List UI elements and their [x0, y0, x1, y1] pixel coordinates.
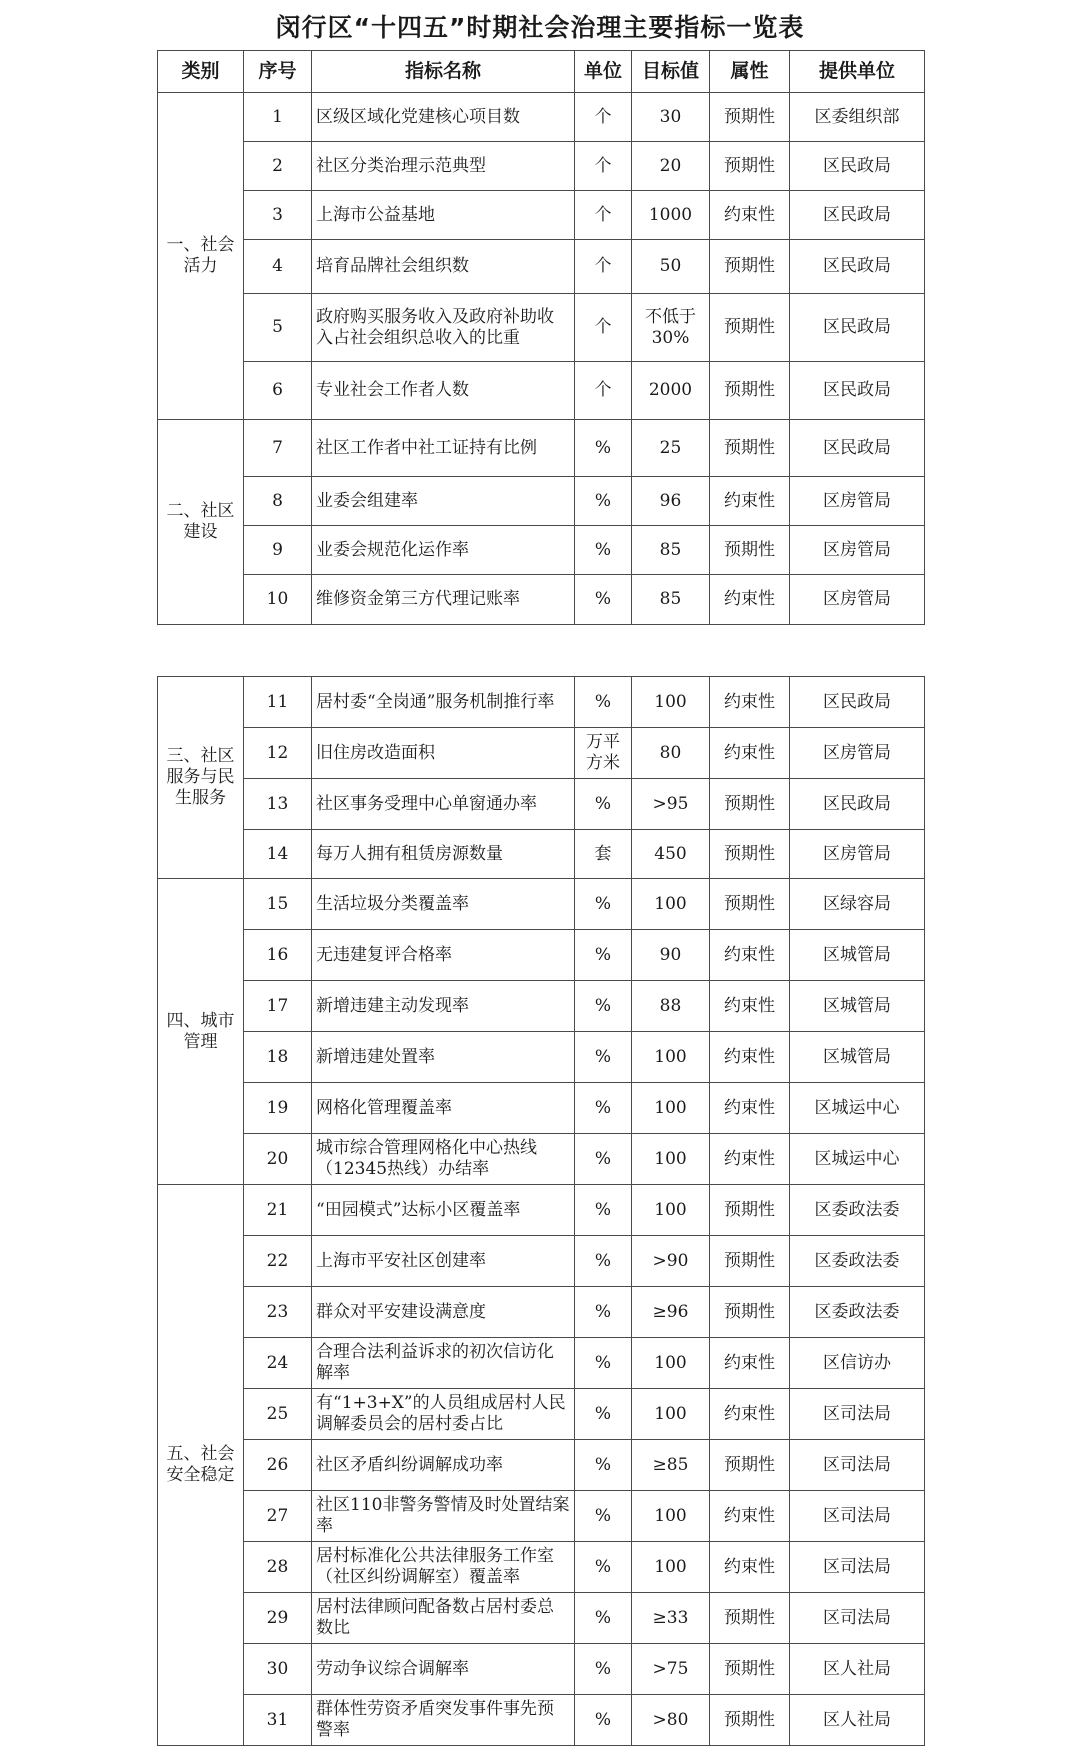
attribute-cell: 约束性 [710, 1032, 790, 1083]
indicator-name-cell: 社区工作者中社工证持有比例 [312, 420, 575, 477]
attribute-cell: 约束性 [710, 1491, 790, 1542]
seq-cell: 21 [244, 1185, 312, 1236]
provider-cell: 区司法局 [790, 1491, 925, 1542]
attribute-cell: 约束性 [710, 677, 790, 728]
target-cell: 100 [632, 1032, 710, 1083]
indicator-name-cell: 旧住房改造面积 [312, 728, 575, 779]
unit-cell: % [575, 477, 632, 526]
header-seq: 序号 [244, 51, 312, 93]
target-cell: 25 [632, 420, 710, 477]
provider-cell: 区城运中心 [790, 1083, 925, 1134]
table-row [158, 779, 925, 830]
unit-cell: % [575, 879, 632, 930]
attribute-cell: 约束性 [710, 1134, 790, 1185]
unit-cell: % [575, 1491, 632, 1542]
table-row [158, 1491, 925, 1542]
header-unit: 单位 [575, 51, 632, 93]
table-row [158, 1287, 925, 1338]
seq-cell: 8 [244, 477, 312, 526]
seq-cell: 27 [244, 1491, 312, 1542]
unit-cell: 个 [575, 240, 632, 294]
indicator-name-cell: 网格化管理覆盖率 [312, 1083, 575, 1134]
attribute-cell: 预期性 [710, 1644, 790, 1695]
seq-cell: 2 [244, 142, 312, 191]
attribute-cell: 预期性 [710, 779, 790, 830]
target-cell: 100 [632, 1185, 710, 1236]
attribute-cell: 预期性 [710, 93, 790, 142]
table-row [158, 93, 925, 142]
attribute-cell: 约束性 [710, 728, 790, 779]
table-row [158, 1032, 925, 1083]
provider-cell: 区委政法委 [790, 1287, 925, 1338]
unit-cell: 个 [575, 93, 632, 142]
provider-cell: 区委组织部 [790, 93, 925, 142]
table-row [158, 1542, 925, 1593]
unit-cell: % [575, 1389, 632, 1440]
provider-cell: 区房管局 [790, 526, 925, 575]
unit-cell: % [575, 420, 632, 477]
header-provider: 提供单位 [790, 51, 925, 93]
indicator-name-cell: 城市综合管理网格化中心热线（12345热线）办结率 [312, 1134, 575, 1185]
unit-cell: 万平方米 [575, 728, 632, 779]
attribute-cell: 约束性 [710, 1083, 790, 1134]
indicator-name-cell: 政府购买服务收入及政府补助收入占社会组织总收入的比重 [312, 294, 575, 362]
provider-cell: 区房管局 [790, 830, 925, 879]
indicator-name-cell: 生活垃圾分类覆盖率 [312, 879, 575, 930]
attribute-cell: 约束性 [710, 1542, 790, 1593]
table-row [158, 240, 925, 294]
target-cell: >90 [632, 1236, 710, 1287]
table-row [158, 981, 925, 1032]
target-cell: 20 [632, 142, 710, 191]
provider-cell: 区司法局 [790, 1593, 925, 1644]
indicator-table-part-2 [157, 676, 925, 1746]
seq-cell: 17 [244, 981, 312, 1032]
target-cell: 50 [632, 240, 710, 294]
provider-cell: 区人社局 [790, 1695, 925, 1746]
indicator-name-cell: 合理合法利益诉求的初次信访化解率 [312, 1338, 575, 1389]
provider-cell: 区城管局 [790, 1032, 925, 1083]
table-row [158, 728, 925, 779]
provider-cell: 区城运中心 [790, 1134, 925, 1185]
unit-cell: % [575, 1593, 632, 1644]
target-cell: 100 [632, 879, 710, 930]
category-cell: 三、社区服务与民生服务 [158, 677, 244, 879]
table-row [158, 1593, 925, 1644]
indicator-name-cell: 上海市公益基地 [312, 191, 575, 240]
seq-cell: 10 [244, 575, 312, 625]
table-row [158, 526, 925, 575]
unit-cell: % [575, 1542, 632, 1593]
unit-cell: % [575, 1236, 632, 1287]
target-cell: >80 [632, 1695, 710, 1746]
attribute-cell: 预期性 [710, 420, 790, 477]
seq-cell: 9 [244, 526, 312, 575]
indicator-name-cell: 维修资金第三方代理记账率 [312, 575, 575, 625]
unit-cell: % [575, 677, 632, 728]
target-cell: 80 [632, 728, 710, 779]
unit-cell: % [575, 981, 632, 1032]
provider-cell: 区委政法委 [790, 1185, 925, 1236]
attribute-cell: 预期性 [710, 240, 790, 294]
unit-cell: % [575, 1644, 632, 1695]
provider-cell: 区委政法委 [790, 1236, 925, 1287]
target-cell: 不低于30% [632, 294, 710, 362]
unit-cell: % [575, 1083, 632, 1134]
indicator-name-cell: 新增违建主动发现率 [312, 981, 575, 1032]
target-cell: 100 [632, 1083, 710, 1134]
seq-cell: 13 [244, 779, 312, 830]
seq-cell: 31 [244, 1695, 312, 1746]
provider-cell: 区司法局 [790, 1440, 925, 1491]
unit-cell: % [575, 1338, 632, 1389]
table-row [158, 1644, 925, 1695]
provider-cell: 区房管局 [790, 477, 925, 526]
provider-cell: 区民政局 [790, 677, 925, 728]
page-title: 闵行区“十四五”时期社会治理主要指标一览表 [275, 13, 805, 42]
unit-cell: % [575, 779, 632, 830]
attribute-cell: 约束性 [710, 1338, 790, 1389]
target-cell: 96 [632, 477, 710, 526]
table-row [158, 1389, 925, 1440]
unit-cell: % [575, 1134, 632, 1185]
target-cell: 90 [632, 930, 710, 981]
indicator-name-cell: 业委会组建率 [312, 477, 575, 526]
indicator-name-cell: 社区110非警务警情及时处置结案率 [312, 1491, 575, 1542]
attribute-cell: 预期性 [710, 879, 790, 930]
indicator-name-cell: 居村标准化公共法律服务工作室（社区纠纷调解室）覆盖率 [312, 1542, 575, 1593]
category-cell: 一、社会活力 [158, 93, 244, 420]
seq-cell: 7 [244, 420, 312, 477]
indicator-name-cell: 群众对平安建设满意度 [312, 1287, 575, 1338]
provider-cell: 区司法局 [790, 1389, 925, 1440]
provider-cell: 区民政局 [790, 142, 925, 191]
unit-cell: % [575, 1695, 632, 1746]
indicator-name-cell: 无违建复评合格率 [312, 930, 575, 981]
seq-cell: 29 [244, 1593, 312, 1644]
attribute-cell: 预期性 [710, 1185, 790, 1236]
target-cell: 100 [632, 677, 710, 728]
indicator-table-part-1 [157, 50, 925, 625]
table-row [158, 420, 925, 477]
seq-cell: 28 [244, 1542, 312, 1593]
provider-cell: 区房管局 [790, 728, 925, 779]
target-cell: ≥85 [632, 1440, 710, 1491]
provider-cell: 区绿容局 [790, 879, 925, 930]
table-header-row [158, 51, 925, 93]
provider-cell: 区城管局 [790, 930, 925, 981]
seq-cell: 22 [244, 1236, 312, 1287]
attribute-cell: 预期性 [710, 1593, 790, 1644]
target-cell: 100 [632, 1389, 710, 1440]
table-row [158, 1236, 925, 1287]
seq-cell: 23 [244, 1287, 312, 1338]
seq-cell: 20 [244, 1134, 312, 1185]
indicator-name-cell: 劳动争议综合调解率 [312, 1644, 575, 1695]
seq-cell: 6 [244, 362, 312, 420]
seq-cell: 18 [244, 1032, 312, 1083]
provider-cell: 区城管局 [790, 981, 925, 1032]
attribute-cell: 预期性 [710, 362, 790, 420]
provider-cell: 区司法局 [790, 1542, 925, 1593]
attribute-cell: 预期性 [710, 830, 790, 879]
indicator-name-cell: 有“1+3+X”的人员组成居村人民调解委员会的居村委占比 [312, 1389, 575, 1440]
target-cell: 85 [632, 526, 710, 575]
header-category: 类别 [158, 51, 244, 93]
target-cell: 100 [632, 1134, 710, 1185]
table-row [158, 1695, 925, 1746]
attribute-cell: 预期性 [710, 1287, 790, 1338]
indicator-name-cell: 上海市平安社区创建率 [312, 1236, 575, 1287]
unit-cell: % [575, 526, 632, 575]
table-row [158, 830, 925, 879]
provider-cell: 区房管局 [790, 575, 925, 625]
indicator-name-cell: 业委会规范化运作率 [312, 526, 575, 575]
indicator-name-cell: 培育品牌社会组织数 [312, 240, 575, 294]
seq-cell: 16 [244, 930, 312, 981]
indicator-name-cell: 居村法律顾问配备数占居村委总数比 [312, 1593, 575, 1644]
seq-cell: 19 [244, 1083, 312, 1134]
indicator-name-cell: 每万人拥有租赁房源数量 [312, 830, 575, 879]
provider-cell: 区信访办 [790, 1338, 925, 1389]
attribute-cell: 预期性 [710, 142, 790, 191]
target-cell: ≥33 [632, 1593, 710, 1644]
target-cell: 100 [632, 1491, 710, 1542]
unit-cell: % [575, 930, 632, 981]
target-cell: 2000 [632, 362, 710, 420]
unit-cell: 个 [575, 294, 632, 362]
category-cell: 四、城市管理 [158, 879, 244, 1185]
attribute-cell: 约束性 [710, 575, 790, 625]
target-cell: 30 [632, 93, 710, 142]
target-cell: ≥96 [632, 1287, 710, 1338]
table-row [158, 142, 925, 191]
provider-cell: 区民政局 [790, 362, 925, 420]
seq-cell: 4 [244, 240, 312, 294]
attribute-cell: 约束性 [710, 477, 790, 526]
seq-cell: 26 [244, 1440, 312, 1491]
unit-cell: 个 [575, 191, 632, 240]
table-row [158, 1185, 925, 1236]
table-row [158, 362, 925, 420]
seq-cell: 14 [244, 830, 312, 879]
header-attr: 属性 [710, 51, 790, 93]
seq-cell: 12 [244, 728, 312, 779]
seq-cell: 5 [244, 294, 312, 362]
table-row [158, 1134, 925, 1185]
attribute-cell: 预期性 [710, 294, 790, 362]
indicator-name-cell: “田园模式”达标小区覆盖率 [312, 1185, 575, 1236]
indicator-name-cell: 社区分类治理示范典型 [312, 142, 575, 191]
seq-cell: 11 [244, 677, 312, 728]
provider-cell: 区人社局 [790, 1644, 925, 1695]
seq-cell: 30 [244, 1644, 312, 1695]
category-cell: 五、社会安全稳定 [158, 1185, 244, 1746]
target-cell: 88 [632, 981, 710, 1032]
unit-cell: 套 [575, 830, 632, 879]
unit-cell: 个 [575, 362, 632, 420]
indicator-name-cell: 新增违建处置率 [312, 1032, 575, 1083]
attribute-cell: 约束性 [710, 191, 790, 240]
attribute-cell: 约束性 [710, 981, 790, 1032]
unit-cell: 个 [575, 142, 632, 191]
table-row [158, 575, 925, 625]
target-cell: >95 [632, 779, 710, 830]
table-row [158, 1338, 925, 1389]
target-cell: 1000 [632, 191, 710, 240]
table-row [158, 1083, 925, 1134]
table-row [158, 1440, 925, 1491]
table-row [158, 879, 925, 930]
attribute-cell: 预期性 [710, 1440, 790, 1491]
category-cell: 二、社区建设 [158, 420, 244, 625]
target-cell: 100 [632, 1542, 710, 1593]
target-cell: 100 [632, 1338, 710, 1389]
seq-cell: 15 [244, 879, 312, 930]
provider-cell: 区民政局 [790, 420, 925, 477]
seq-cell: 1 [244, 93, 312, 142]
seq-cell: 25 [244, 1389, 312, 1440]
seq-cell: 3 [244, 191, 312, 240]
indicator-name-cell: 专业社会工作者人数 [312, 362, 575, 420]
indicator-name-cell: 群体性劳资矛盾突发事件事先预警率 [312, 1695, 575, 1746]
target-cell: 450 [632, 830, 710, 879]
indicator-name-cell: 社区事务受理中心单窗通办率 [312, 779, 575, 830]
provider-cell: 区民政局 [790, 779, 925, 830]
header-name: 指标名称 [312, 51, 575, 93]
target-cell: 85 [632, 575, 710, 625]
indicator-name-cell: 居村委“全岗通”服务机制推行率 [312, 677, 575, 728]
attribute-cell: 预期性 [710, 526, 790, 575]
table-row [158, 294, 925, 362]
seq-cell: 24 [244, 1338, 312, 1389]
attribute-cell: 预期性 [710, 1236, 790, 1287]
unit-cell: % [575, 1032, 632, 1083]
table-row [158, 677, 925, 728]
target-cell: >75 [632, 1644, 710, 1695]
unit-cell: % [575, 1185, 632, 1236]
attribute-cell: 预期性 [710, 1695, 790, 1746]
table-row [158, 477, 925, 526]
indicator-name-cell: 区级区域化党建核心项目数 [312, 93, 575, 142]
indicator-name-cell: 社区矛盾纠纷调解成功率 [312, 1440, 575, 1491]
unit-cell: % [575, 575, 632, 625]
attribute-cell: 约束性 [710, 930, 790, 981]
provider-cell: 区民政局 [790, 191, 925, 240]
unit-cell: % [575, 1440, 632, 1491]
table-row [158, 930, 925, 981]
unit-cell: % [575, 1287, 632, 1338]
provider-cell: 区民政局 [790, 294, 925, 362]
table-row [158, 191, 925, 240]
attribute-cell: 约束性 [710, 1389, 790, 1440]
header-target: 目标值 [632, 51, 710, 93]
provider-cell: 区民政局 [790, 240, 925, 294]
